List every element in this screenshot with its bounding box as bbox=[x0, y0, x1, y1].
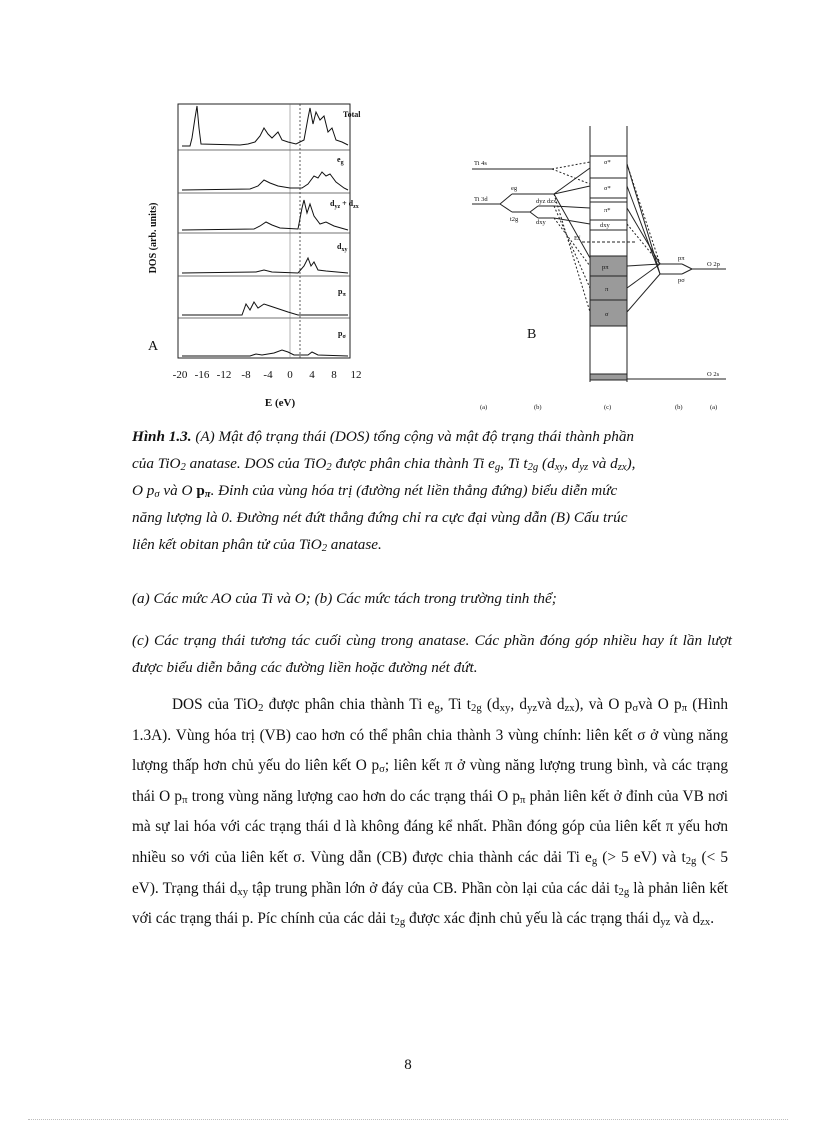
panel-a-label: A bbox=[148, 339, 159, 354]
label-dxy-split: dxy bbox=[536, 219, 546, 226]
panel-a-dos-plot bbox=[148, 104, 362, 409]
x-tick: -8 bbox=[241, 369, 251, 381]
x-tick: -12 bbox=[216, 369, 232, 381]
column-label: (a) bbox=[480, 404, 488, 411]
band-sigma-star-2: σ* bbox=[604, 185, 611, 192]
trace-p-pi bbox=[182, 302, 348, 315]
label-dxy: $d_{xy}$ bbox=[337, 242, 348, 253]
x-tick-labels bbox=[173, 369, 362, 381]
x-tick: 4 bbox=[309, 369, 315, 381]
x-tick: -16 bbox=[194, 369, 210, 381]
caption-label: Hình 1.3. bbox=[132, 428, 192, 445]
band-dxy: dxy bbox=[600, 222, 610, 229]
label-t2g-split: t2g bbox=[510, 216, 519, 223]
figure-caption: Hình 1.3. (A) Mật độ trạng thái (DOS) tổng cộng và mật độ trạng thái thành phần của TiO$_2$ anatase. DOS của TiO$_2$ được phân chia thành Ti $e_g$, Ti $t_{2g}$ ($d_{xy}$, $d_{yz}$ và $d_{zx}$), O $p_\sigma$ và O $p_\pi$. Đỉnh của vùng hóa trị (đường nét liền thẳng đứng) biểu diễn mức năng lượng là 0. Đường nét đứt thẳng đứng chỉ ra cực đại vùng dẫn (B) Cấu trúc liên kết obitan phân tử của TiO$_2$ anatase. bbox=[132, 428, 636, 554]
figure-1-3 bbox=[130, 98, 730, 420]
label-eg: $e_g$ bbox=[337, 155, 344, 166]
label-o-p-sigma: pσ bbox=[678, 277, 685, 284]
label-o-2s: O 2s bbox=[707, 371, 720, 378]
page-number: 8 bbox=[404, 1057, 412, 1073]
band-p-pi: pπ bbox=[602, 264, 609, 271]
band-pi-star: π* bbox=[604, 207, 611, 214]
trace-eg bbox=[182, 172, 348, 190]
x-tick: -4 bbox=[263, 369, 273, 381]
x-tick: 0 bbox=[287, 369, 293, 381]
dos-xlabel: E (eV) bbox=[264, 397, 296, 409]
body-paragraph: DOS của TiO$_2$ được phân chia thành Ti $e_g$, Ti $t_{2g}$ ($d_{xy}$, $d_{yz}và$ $d_{zx}$), và O $p_\sigma và$ O $p_\pi$ (Hình 1.3A). Vùng hóa trị (VB) cao hơn có thể phân chia thành 3 vùng chính: liên kết σ ở vùng năng lượng thấp hơn chủ yếu do liên kết O $p_\sigma$; liên kết π ở vùng năng lượng trung bình, và các trạng thái O $p_\pi$ trong vùng năng lượng cao hơn do các trạng thái O $p_\pi$ phản liên kết ở đỉnh của VB nơi mà sự lai hóa với các trạng thái d là không đáng kể nhất. Phần đóng góp của liên kết π yếu hơn nhiều so với của liên kết σ. Vùng dẫn (CB) được chia thành các dải Ti $e_g$ (> 5 eV) và $t_{2g}$ (< 5 eV). Trạng thái $d_{xy}$ tập trung phần lớn ở đáy của CB. Phần còn lại của các dải $t_{2g}$ là phản liên kết với các trạng thái p. Píc chính của các dải $t_{2g}$ được xác định chủ yếu là các trạng thái $d_{yz}$ và $d_{zx}$. bbox=[132, 696, 729, 929]
trace-total bbox=[182, 106, 348, 146]
page-bottom-rule bbox=[28, 1119, 788, 1120]
caption-line-a: (a) Các mức AO của Ti và O; (b) Các mức tách trong trường tinh thể; bbox=[132, 590, 557, 607]
label-ti-3d: Ti 3d bbox=[474, 196, 488, 203]
band-ef: Ef bbox=[574, 235, 581, 242]
label-total: Total bbox=[343, 110, 361, 119]
label-dyz-dzx: $d_{yz} + d_{zx}$ bbox=[330, 199, 359, 210]
trace-p-sigma bbox=[182, 350, 348, 356]
label-dyz-dzx-split: dyz dzx bbox=[536, 198, 557, 205]
x-tick: -20 bbox=[172, 369, 188, 381]
band-sigma-star-1: σ* bbox=[604, 159, 611, 166]
panel-b-mo-diagram bbox=[472, 126, 726, 382]
x-tick: 12 bbox=[350, 369, 362, 381]
panel-b-label: B bbox=[527, 327, 537, 342]
label-ti-4s: Ti 4s bbox=[474, 160, 487, 167]
band-pi: π bbox=[605, 286, 609, 293]
column-label: (b) bbox=[675, 404, 683, 411]
column-label: (c) bbox=[604, 404, 612, 411]
label-o-2p: O 2p bbox=[707, 261, 720, 268]
band-sigma: σ bbox=[605, 311, 609, 318]
trace-dxy bbox=[182, 258, 348, 273]
label-p-sigma: $p_\sigma$ bbox=[338, 329, 346, 340]
dos-plot-frame bbox=[178, 104, 350, 358]
column-label: (a) bbox=[710, 404, 718, 411]
x-tick: 8 bbox=[331, 369, 337, 381]
label-o-p-pi: pπ bbox=[678, 255, 685, 262]
caption-line-c: (c) Các trạng thái tương tác cuối cùng trong anatase. Các phần đóng góp nhiều hay ít lần lượt được biểu diễn bằng các đường liền hoặc đường nét đứt. bbox=[132, 632, 732, 676]
dos-ylabel: DOS (arb. units) bbox=[148, 202, 159, 274]
label-p-pi: $p_\pi$ bbox=[338, 287, 346, 298]
figure-graphic bbox=[130, 98, 730, 420]
column-label: (b) bbox=[534, 404, 542, 411]
label-eg-split: eg bbox=[511, 185, 518, 192]
trace-dyz-dzx bbox=[182, 200, 348, 230]
